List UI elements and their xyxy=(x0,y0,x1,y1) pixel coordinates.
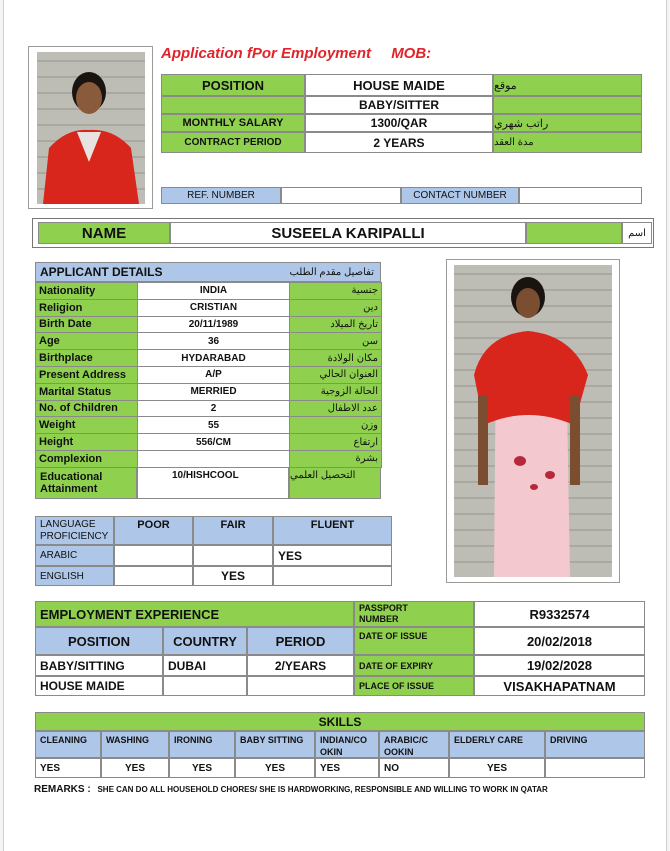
applicant-row-label: Marital Status xyxy=(36,383,138,400)
language-arabic-fluent: YES xyxy=(273,545,392,566)
passport-issue-label: DATE OF ISSUE xyxy=(354,627,474,655)
applicant-row-label: Present Address xyxy=(36,366,138,383)
position-label-2 xyxy=(161,96,305,114)
applicant-row-value: HYDARABAD xyxy=(138,350,290,367)
experience-title: EMPLOYMENT EXPERIENCE xyxy=(35,601,354,627)
skill-value xyxy=(545,758,645,778)
position-value: HOUSE MAIDE xyxy=(305,74,493,96)
language-header-2: PROFICIENCY xyxy=(40,530,109,542)
experience-header-position: POSITION xyxy=(35,627,163,655)
applicant-row xyxy=(36,383,382,400)
position-ar: موقع xyxy=(493,74,642,96)
skill-header xyxy=(101,731,169,758)
education-ar-text: التحصيل العلمي xyxy=(290,470,356,481)
language-english-fluent xyxy=(273,566,392,586)
skill-value: YES xyxy=(315,758,379,778)
skill-label: CLEANING xyxy=(40,735,87,745)
skill-label-2: OOKIN xyxy=(384,747,414,757)
mob-label: MOB: xyxy=(391,45,432,62)
applicant-row-ar: دين xyxy=(290,299,382,316)
language-level-fair: FAIR xyxy=(193,516,273,545)
applicant-row-label: Complexion xyxy=(36,450,138,467)
applicant-details-table xyxy=(35,282,382,468)
education-label-1: Educational xyxy=(40,471,103,483)
applicant-row-ar: الحالة الزوجية xyxy=(290,383,382,400)
language-english: ENGLISH xyxy=(35,566,114,586)
position-label: POSITION xyxy=(161,74,305,96)
skill-header xyxy=(35,731,101,758)
passport-expiry-value: 19/02/2028 xyxy=(474,655,645,676)
salary-value: 1300/QAR xyxy=(305,114,493,132)
applicant-row xyxy=(36,283,382,300)
salary-label: MONTHLY SALARY xyxy=(161,114,305,132)
remarks-label: REMARKS : xyxy=(34,784,91,795)
applicant-row-value xyxy=(138,450,290,467)
applicant-row-label: No. of Children xyxy=(36,400,138,417)
applicant-details-title-ar: تفاصيل مقدم الطلب xyxy=(289,266,374,278)
passport-issue-value: 20/02/2018 xyxy=(474,627,645,655)
applicant-row-value: 20/11/1989 xyxy=(138,316,290,333)
passport-place-value: VISAKHAPATNAM xyxy=(474,676,645,696)
applicant-photo-small xyxy=(37,52,145,204)
skill-label: WASHING xyxy=(106,735,150,745)
skill-label: INDIAN/CO xyxy=(320,735,367,745)
language-level-fluent: FLUENT xyxy=(273,516,392,545)
passport-expiry-label: DATE OF EXPIRY xyxy=(354,655,474,676)
contact-number-label: CONTACT NUMBER xyxy=(401,187,519,204)
contact-number-value xyxy=(519,187,642,204)
applicant-row xyxy=(36,299,382,316)
applicant-row xyxy=(36,316,382,333)
skill-value: YES xyxy=(449,758,545,778)
skill-header xyxy=(449,731,545,758)
skill-value: YES xyxy=(169,758,235,778)
applicant-row-value: CRISTIAN xyxy=(138,299,290,316)
applicant-row xyxy=(36,333,382,350)
applicant-row-ar: مكان الولادة xyxy=(290,350,382,367)
applicant-row-ar: جنسية xyxy=(290,283,382,300)
experience-row-1-position: BABY/SITTING xyxy=(35,655,163,676)
applicant-row-value: A/P xyxy=(138,366,290,383)
experience-row-1-period: 2/YEARS xyxy=(247,655,354,676)
applicant-row-label: Nationality xyxy=(36,283,138,300)
applicant-row-label: Religion xyxy=(36,299,138,316)
skill-label: IRONING xyxy=(174,735,213,745)
passport-number-label-2: NUMBER xyxy=(359,614,399,624)
applicant-row-ar: بشرة xyxy=(290,450,382,467)
passport-number-label xyxy=(354,601,474,627)
applicant-name: SUSEELA KARIPALLI xyxy=(170,222,526,244)
position-value-2: BABY/SITTER xyxy=(305,96,493,114)
contract-label: CONTRACT PERIOD xyxy=(161,132,305,153)
applicant-details-title xyxy=(35,262,381,282)
position-ar-2 xyxy=(493,96,642,114)
applicant-row-ar: العنوان الحالي xyxy=(290,366,382,383)
applicant-row xyxy=(36,350,382,367)
skill-value: NO xyxy=(379,758,449,778)
name-ar-blank xyxy=(526,222,622,244)
applicant-row-value: 36 xyxy=(138,333,290,350)
skill-value: YES xyxy=(235,758,315,778)
experience-row-2-period xyxy=(247,676,354,696)
remarks xyxy=(34,784,634,795)
language-arabic: ARABIC xyxy=(35,545,114,566)
skill-value: YES xyxy=(35,758,101,778)
experience-row-1-country: DUBAI xyxy=(163,655,247,676)
experience-header-period: PERIOD xyxy=(247,627,354,655)
applicant-row-ar: ارتفاع xyxy=(290,434,382,451)
applicant-row-ar: وزن xyxy=(290,417,382,434)
skill-header xyxy=(235,731,315,758)
application-page xyxy=(3,0,667,851)
skill-header xyxy=(315,731,379,758)
applicant-row-value: 2 xyxy=(138,400,290,417)
education-value xyxy=(137,467,289,499)
education-value-text: 10/HISHCOOL xyxy=(172,470,239,481)
applicant-row xyxy=(36,417,382,434)
education-ar xyxy=(289,467,381,499)
education-label xyxy=(35,467,137,499)
skill-label: ARABIC/C xyxy=(384,735,428,745)
applicant-row-value: INDIA xyxy=(138,283,290,300)
skill-header xyxy=(379,731,449,758)
contract-ar: مدة العقد xyxy=(493,132,642,153)
skill-label: BABY SITTING xyxy=(240,735,304,745)
applicant-row-value: 55 xyxy=(138,417,290,434)
applicant-row-ar: سن xyxy=(290,333,382,350)
name-ar: اسم xyxy=(622,222,652,244)
remarks-text: SHE CAN DO ALL HOUSEHOLD CHORES/ SHE IS HARDWORKING, RESPONSIBLE AND WILLING TO WORK IN QATAR xyxy=(97,785,548,794)
language-english-fair: YES xyxy=(193,566,273,586)
experience-row-2-country xyxy=(163,676,247,696)
skill-label: ELDERLY CARE xyxy=(454,735,524,745)
applicant-row xyxy=(36,450,382,467)
salary-ar: راتب شهري xyxy=(493,114,642,132)
skill-value: YES xyxy=(101,758,169,778)
language-english-poor xyxy=(114,566,193,586)
applicant-row-ar: تاريخ الميلاد xyxy=(290,316,382,333)
skills-title: SKILLS xyxy=(35,712,645,731)
applicant-details-title-en: APPLICANT DETAILS xyxy=(40,265,163,279)
applicant-row-label: Weight xyxy=(36,417,138,434)
applicant-row xyxy=(36,366,382,383)
experience-header-country: COUNTRY xyxy=(163,627,247,655)
skill-header xyxy=(545,731,645,758)
applicant-row-label: Birth Date xyxy=(36,316,138,333)
contract-value: 2 YEARS xyxy=(305,132,493,153)
passport-number-value: R9332574 xyxy=(474,601,645,627)
skill-header xyxy=(169,731,235,758)
form-title: Application fPor Employment xyxy=(161,45,372,62)
skill-label: DRIVING xyxy=(550,735,588,745)
passport-number-label-1: PASSPORT xyxy=(359,603,408,613)
ref-number-label: REF. NUMBER xyxy=(161,187,281,204)
language-header xyxy=(35,516,114,545)
applicant-row xyxy=(36,400,382,417)
ref-number-value xyxy=(281,187,401,204)
applicant-row-value: MERRIED xyxy=(138,383,290,400)
applicant-row-label: Birthplace xyxy=(36,350,138,367)
applicant-photo-large xyxy=(454,265,612,577)
name-label: NAME xyxy=(38,222,170,244)
applicant-row xyxy=(36,434,382,451)
language-arabic-fair xyxy=(193,545,273,566)
passport-place-label: PLACE OF ISSUE xyxy=(354,676,474,696)
applicant-row-ar: عدد الاطفال xyxy=(290,400,382,417)
language-header-1: LANGUAGE xyxy=(40,518,96,530)
experience-row-2-position: HOUSE MAIDE xyxy=(35,676,163,696)
applicant-row-value: 556/CM xyxy=(138,434,290,451)
applicant-row-label: Age xyxy=(36,333,138,350)
language-level-poor: POOR xyxy=(114,516,193,545)
education-label-2: Attainment xyxy=(40,483,98,495)
skill-label-2: OKIN xyxy=(320,747,343,757)
applicant-row-label: Height xyxy=(36,434,138,451)
language-arabic-poor xyxy=(114,545,193,566)
